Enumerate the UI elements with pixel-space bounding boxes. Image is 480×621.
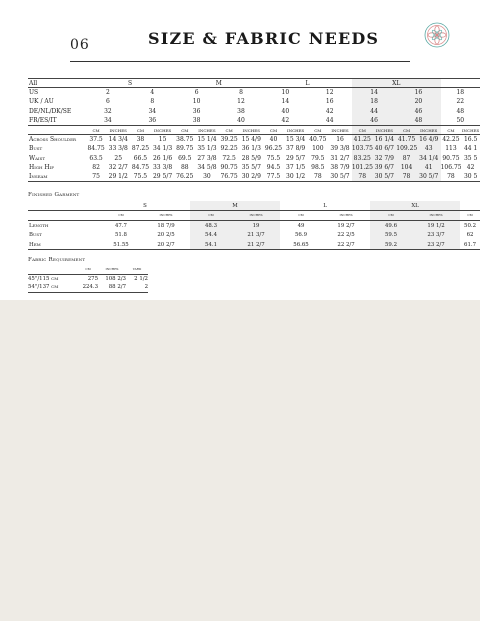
measurement-label: High Hip bbox=[29, 164, 54, 172]
measurement-value-cell: 16 1/4 bbox=[373, 135, 397, 144]
measurement-label: Across Shoulder bbox=[29, 136, 77, 144]
measurement-value-cell: 37 8/9 bbox=[286, 145, 306, 153]
garment-value-cell: 51.55 bbox=[100, 240, 142, 250]
garment-value-cell: 62 bbox=[466, 232, 474, 239]
page-number: 06 bbox=[70, 37, 90, 53]
finished-garment-title: Finished Garment bbox=[28, 192, 80, 198]
measurement-value-cell: 90.75 bbox=[442, 154, 460, 162]
measurement-value-cell: 44 1 bbox=[463, 145, 478, 153]
country-label: DE/NL/DK/SE bbox=[29, 107, 72, 115]
measurement-value-cell: 109.25 bbox=[396, 145, 417, 153]
size-value-cell: 16 bbox=[325, 98, 334, 106]
measurement-value-cell: 103.75 bbox=[351, 145, 373, 153]
fabric-value-cell: 108 2/3 bbox=[105, 275, 126, 282]
measurement-value-cell: 88 bbox=[180, 164, 189, 172]
garment-value-cell: 49.6 bbox=[370, 221, 412, 231]
measurement-value-cell: 94.5 bbox=[266, 164, 281, 172]
garment-value-cell: 20 2/7 bbox=[142, 240, 190, 250]
size-value-cell: 4 bbox=[150, 89, 155, 97]
size-value-cell: 48 bbox=[456, 107, 465, 115]
measurement-value-cell: 30 2/9 bbox=[239, 172, 263, 181]
garment-value-cell: 51.8 bbox=[114, 232, 127, 239]
unit-header-cell: inches bbox=[417, 125, 441, 134]
body-measurement-row bbox=[28, 135, 480, 144]
title-divider bbox=[70, 61, 410, 62]
measurement-value-cell: 113 bbox=[445, 145, 457, 153]
measurement-value-cell: 40.75 bbox=[309, 136, 327, 144]
unit-header-cell: cm bbox=[174, 125, 195, 134]
size-value-cell: 42 bbox=[325, 107, 334, 115]
measurement-value-cell: 39 3/8 bbox=[330, 145, 350, 153]
size-value-cell: 44 bbox=[325, 117, 334, 124]
country-label: FR/ES/IT bbox=[29, 117, 57, 124]
measurement-value-cell: 96.25 bbox=[264, 145, 283, 153]
measurement-value-cell: 66.5 bbox=[133, 154, 148, 162]
measurement-value-cell: 35 5 bbox=[463, 154, 478, 162]
measurement-value-cell: 38 7/9 bbox=[330, 164, 350, 172]
measurement-value-cell: 75.5 bbox=[266, 154, 281, 162]
measurement-label: Waist bbox=[29, 154, 46, 162]
size-country-row bbox=[28, 88, 480, 97]
unit-header-cell: cm bbox=[219, 125, 240, 134]
garment-value-cell: 23 2/7 bbox=[412, 240, 460, 250]
measurement-value-cell: 15 4/9 bbox=[241, 136, 261, 144]
measurement-value-cell: 32 2/7 bbox=[108, 164, 128, 172]
unit-header-cell: inches bbox=[373, 125, 397, 134]
measurement-value-cell: 78 bbox=[308, 172, 329, 181]
size-header-extra bbox=[441, 79, 480, 88]
garment-label: Bust bbox=[29, 232, 42, 239]
garment-value-cell: 59.2 bbox=[370, 240, 412, 250]
size-value-cell: 34 bbox=[148, 107, 157, 115]
measurement-label: Inseam bbox=[28, 172, 86, 181]
size-value-cell: 12 bbox=[325, 89, 334, 97]
size-header-row bbox=[28, 79, 480, 88]
measurement-value-cell: 32 7/9 bbox=[373, 154, 397, 163]
body-measurement-row bbox=[28, 172, 480, 181]
measurement-value-cell: 69.5 bbox=[178, 154, 192, 162]
size-value-cell: 40 bbox=[237, 117, 245, 124]
unit-header-cell: cm bbox=[370, 211, 412, 221]
garment-value-cell: 56.9 bbox=[295, 232, 308, 239]
measurement-value-cell: 77.5 bbox=[263, 172, 284, 181]
finished-units-row bbox=[28, 211, 480, 221]
finished-garment-row bbox=[28, 221, 480, 231]
size-value-cell: 14 bbox=[281, 98, 290, 106]
finished-garment-table bbox=[28, 201, 480, 250]
fabric-row bbox=[28, 283, 148, 292]
fabric-value-cell: 2 bbox=[126, 283, 148, 292]
finished-size-l: L bbox=[280, 201, 370, 211]
body-units-row bbox=[28, 125, 480, 134]
measurement-value-cell: 34 5/8 bbox=[197, 164, 217, 172]
fabric-units-row bbox=[28, 265, 148, 274]
size-value-cell: 42 bbox=[281, 117, 290, 124]
measurement-label: Bust bbox=[29, 145, 43, 153]
measurement-value-cell: 42 bbox=[466, 164, 475, 172]
unit-header-cell: cm bbox=[308, 125, 329, 134]
unit-header-cell: inches bbox=[461, 126, 480, 134]
measurement-value-cell: 35 1/3 bbox=[197, 145, 217, 153]
size-country-row bbox=[28, 116, 480, 125]
size-header-m: M bbox=[174, 79, 263, 88]
size-value-cell: 14 bbox=[352, 88, 396, 97]
measurement-value-cell: 30 bbox=[195, 172, 219, 181]
finished-garment-row bbox=[28, 230, 480, 240]
size-value-cell: 6 bbox=[106, 98, 110, 106]
size-value-cell: 32 bbox=[104, 107, 112, 115]
size-value-cell: 50 bbox=[456, 117, 465, 124]
fabric-requirement-title: Fabric Requirement bbox=[28, 257, 86, 263]
size-header-label: All bbox=[28, 79, 86, 88]
measurement-value-cell: 41 bbox=[417, 163, 441, 172]
measurement-value-cell: 15 1/4 bbox=[197, 136, 217, 144]
size-value-cell: 10 bbox=[192, 98, 201, 106]
measurement-value-cell: 29 1/2 bbox=[106, 172, 130, 181]
fabric-value-cell: 275 bbox=[87, 275, 98, 282]
document-page bbox=[0, 0, 480, 300]
body-measurement-row bbox=[28, 154, 480, 163]
garment-value-cell: 18 7/9 bbox=[157, 222, 175, 229]
unit-header-cell: cm bbox=[78, 265, 98, 274]
size-value-cell: 38 bbox=[192, 117, 201, 124]
measurement-value-cell: 37 1/5 bbox=[286, 164, 306, 172]
unit-header-cell: cm bbox=[460, 211, 480, 221]
size-chart bbox=[28, 78, 480, 182]
garment-label: Length bbox=[29, 222, 49, 229]
measurement-value-cell: 92.25 bbox=[220, 145, 238, 153]
garment-value-cell: 19 2/7 bbox=[337, 222, 355, 229]
size-value-cell: 20 bbox=[396, 97, 440, 106]
measurement-value-cell: 106.75 bbox=[440, 164, 462, 172]
finished-size-row bbox=[28, 201, 480, 211]
measurement-value-cell: 41.25 bbox=[353, 136, 371, 144]
measurement-value-cell: 78 bbox=[352, 172, 373, 181]
size-value-cell: 12 bbox=[237, 98, 245, 106]
measurement-value-cell: 35 5/7 bbox=[241, 164, 261, 172]
size-header-s: S bbox=[86, 79, 175, 88]
unit-header-cell: cm bbox=[396, 125, 417, 134]
unit-header-cell: cm bbox=[100, 211, 142, 221]
fabric-requirement bbox=[28, 265, 148, 293]
measurement-value-cell: 31 2/7 bbox=[330, 154, 350, 162]
measurement-value-cell: 15 3/4 bbox=[286, 136, 306, 144]
measurement-value-cell: 72.5 bbox=[222, 154, 236, 162]
measurement-value-cell: 16.5 bbox=[463, 136, 478, 144]
measurement-value-cell: 26 1/6 bbox=[152, 154, 173, 162]
measurement-value-cell: 27 3/8 bbox=[197, 154, 217, 162]
unit-header-cell: cm bbox=[441, 125, 462, 134]
measurement-value-cell: 38.75 bbox=[176, 136, 194, 144]
country-label: UK / AU bbox=[29, 98, 54, 106]
measurement-value-cell: 82 bbox=[92, 164, 100, 172]
garment-value-cell: 50.2 bbox=[464, 222, 477, 229]
body-measurement-row bbox=[28, 163, 480, 172]
unit-header-cell: inches bbox=[239, 125, 263, 134]
size-value-cell: 8 bbox=[150, 98, 155, 106]
garment-value-cell: 59.5 bbox=[370, 230, 412, 240]
measurement-value-cell: 75 bbox=[86, 172, 107, 181]
units-label bbox=[28, 211, 100, 221]
garment-value-cell: 54.4 bbox=[190, 230, 232, 240]
unit-header-cell: cm bbox=[130, 125, 151, 134]
unit-header-cell: inches bbox=[412, 211, 460, 221]
size-value-cell: 46 bbox=[352, 116, 396, 125]
garment-value-cell: 21 2/7 bbox=[232, 240, 280, 250]
unit-header-cell: inches bbox=[142, 211, 190, 221]
measurement-value-cell: 30 5/7 bbox=[328, 172, 352, 181]
measurement-value-cell: 14 3/4 bbox=[108, 136, 128, 144]
measurement-value-cell: 38 bbox=[136, 136, 145, 144]
measurement-value-cell: 34 1/4 bbox=[417, 154, 441, 163]
measurement-value-cell: 76.25 bbox=[176, 173, 194, 181]
unit-header-cell: inches bbox=[195, 125, 219, 134]
unit-header-cell: inches bbox=[322, 211, 370, 221]
measurement-value-cell: 89.75 bbox=[176, 145, 194, 153]
garment-value-cell: 54.1 bbox=[190, 240, 232, 250]
measurement-value-cell: 30 5 bbox=[461, 172, 480, 181]
unit-header-cell: inches bbox=[284, 125, 308, 134]
size-value-cell: 36 bbox=[148, 117, 157, 124]
measurement-value-cell: 30 5/7 bbox=[373, 172, 397, 181]
unit-header-cell: cm bbox=[86, 125, 107, 134]
finished-size-m: M bbox=[190, 201, 280, 211]
garment-value-cell: 22 2/5 bbox=[337, 232, 355, 239]
size-value-cell: 10 bbox=[281, 89, 290, 97]
measurement-value-cell: 101.25 bbox=[351, 164, 373, 172]
mandala-logo-icon bbox=[424, 22, 450, 48]
fabric-row bbox=[28, 274, 148, 283]
size-value-cell: 44 bbox=[352, 107, 396, 116]
measurement-value-cell: 98.5 bbox=[311, 164, 325, 172]
page-title: SIZE & FABRIC NEEDS bbox=[148, 29, 380, 48]
measurement-value-cell: 15 bbox=[158, 136, 167, 144]
finished-garment bbox=[28, 201, 480, 250]
measurement-value-cell: 40 6/7 bbox=[373, 144, 397, 153]
size-value-cell: 6 bbox=[194, 89, 199, 97]
garment-value-cell: 22 2/7 bbox=[322, 240, 370, 250]
measurement-value-cell: 16 bbox=[336, 136, 344, 144]
unit-header-cell: cm bbox=[352, 125, 373, 134]
unit-header-cell: inches bbox=[98, 265, 126, 274]
measurement-value-cell: 90.75 bbox=[220, 164, 238, 172]
units-label bbox=[28, 125, 86, 134]
size-value-cell: 8 bbox=[239, 89, 243, 97]
unit-header-cell: yard bbox=[126, 265, 148, 274]
garment-value-cell: 56.65 bbox=[280, 240, 322, 250]
measurement-value-cell: 104 bbox=[396, 163, 417, 172]
measurement-value-cell: 63.5 bbox=[89, 154, 103, 162]
measurement-value-cell: 84.75 bbox=[87, 145, 105, 153]
unit-header-cell: cm bbox=[280, 211, 322, 221]
unit-header-cell: inches bbox=[232, 211, 280, 221]
size-country-row bbox=[28, 107, 480, 116]
measurement-value-cell: 29 5/7 bbox=[286, 154, 306, 162]
unit-header-cell: cm bbox=[190, 211, 232, 221]
garment-value-cell: 23 3/7 bbox=[412, 230, 460, 240]
garment-value-cell: 49 bbox=[297, 222, 305, 229]
garment-value-cell: 61.7 bbox=[460, 240, 480, 250]
fabric-value-cell: 224.3 bbox=[78, 283, 98, 292]
size-value-cell: 34 bbox=[104, 117, 112, 124]
size-header-xl: XL bbox=[352, 79, 441, 88]
garment-value-cell: 19 1/2 bbox=[412, 221, 460, 231]
fabric-width-label: 45"/115 cm bbox=[28, 275, 59, 282]
size-table bbox=[28, 78, 480, 182]
size-value-cell: 46 bbox=[396, 107, 440, 116]
fabric-value-cell: 2 1/2 bbox=[134, 275, 148, 282]
measurement-value-cell: 41.75 bbox=[397, 136, 416, 144]
garment-label: Hem bbox=[28, 240, 100, 250]
size-value-cell: 22 bbox=[456, 98, 465, 106]
measurement-value-cell: 78 bbox=[441, 172, 462, 181]
measurement-value-cell: 25 bbox=[114, 154, 123, 162]
size-value-cell: 16 bbox=[396, 88, 440, 97]
measurement-value-cell: 76.75 bbox=[220, 173, 238, 181]
garment-value-cell: 21 3/7 bbox=[232, 230, 280, 240]
size-value-cell: 2 bbox=[106, 89, 110, 97]
size-value-cell: 36 bbox=[192, 107, 201, 115]
measurement-value-cell: 30 5/7 bbox=[417, 172, 441, 181]
measurement-value-cell: 43 bbox=[417, 144, 441, 153]
units-label bbox=[28, 265, 78, 274]
measurement-value-cell: 33 3/8 bbox=[108, 145, 128, 153]
garment-value-cell: 48.3 bbox=[190, 221, 232, 231]
size-country-row bbox=[28, 97, 480, 106]
measurement-value-cell: 33 3/8 bbox=[152, 164, 173, 172]
size-value-cell: 38 bbox=[237, 107, 245, 115]
garment-value-cell: 47.7 bbox=[114, 222, 127, 229]
measurement-value-cell: 39.25 bbox=[220, 136, 238, 144]
unit-header-cell: cm bbox=[263, 125, 284, 134]
measurement-value-cell: 16 4/9 bbox=[417, 135, 441, 144]
measurement-value-cell: 42.25 bbox=[442, 136, 460, 144]
body-measurement-row bbox=[28, 144, 480, 153]
size-value-cell: 18 bbox=[352, 97, 396, 106]
measurement-value-cell: 34 1/3 bbox=[152, 145, 173, 153]
measurement-value-cell: 28 5/9 bbox=[241, 154, 261, 162]
unit-header-cell: inches bbox=[151, 125, 175, 134]
measurement-value-cell: 39 6/7 bbox=[373, 163, 397, 172]
size-value-cell: 40 bbox=[281, 107, 290, 115]
measurement-value-cell: 79.5 bbox=[311, 154, 325, 162]
measurement-value-cell: 36 1/3 bbox=[241, 145, 261, 153]
garment-value-cell: 19 bbox=[232, 221, 280, 231]
unit-header-cell: inches bbox=[106, 125, 130, 134]
garment-value-cell: 20 2/5 bbox=[157, 232, 175, 239]
finished-garment-row bbox=[28, 240, 480, 250]
size-header-l: L bbox=[263, 79, 352, 88]
measurement-value-cell: 84.75 bbox=[131, 164, 150, 172]
size-value-cell: 18 bbox=[456, 89, 465, 97]
measurement-value-cell: 83.25 bbox=[353, 154, 371, 162]
fabric-value-cell: 88 2/7 bbox=[98, 283, 126, 292]
measurement-value-cell: 78 bbox=[396, 172, 417, 181]
measurement-value-cell: 37.5 bbox=[89, 136, 103, 144]
finished-size-xl: XL bbox=[370, 201, 460, 211]
size-value-cell: 48 bbox=[396, 116, 440, 125]
fabric-requirement-table bbox=[28, 265, 148, 293]
measurement-value-cell: 75.5 bbox=[130, 172, 151, 181]
measurement-value-cell: 100 bbox=[312, 145, 324, 153]
unit-header-cell: inches bbox=[328, 125, 352, 134]
country-label: US bbox=[29, 89, 39, 97]
measurement-value-cell: 87 bbox=[396, 154, 417, 163]
fabric-width-label: 54"/137 cm bbox=[28, 283, 78, 292]
measurement-value-cell: 29 5/7 bbox=[151, 172, 175, 181]
measurement-value-cell: 40 bbox=[269, 136, 278, 144]
finished-size-s: S bbox=[100, 201, 190, 211]
measurement-value-cell: 30 1/2 bbox=[284, 172, 308, 181]
measurement-value-cell: 87.25 bbox=[131, 145, 150, 153]
